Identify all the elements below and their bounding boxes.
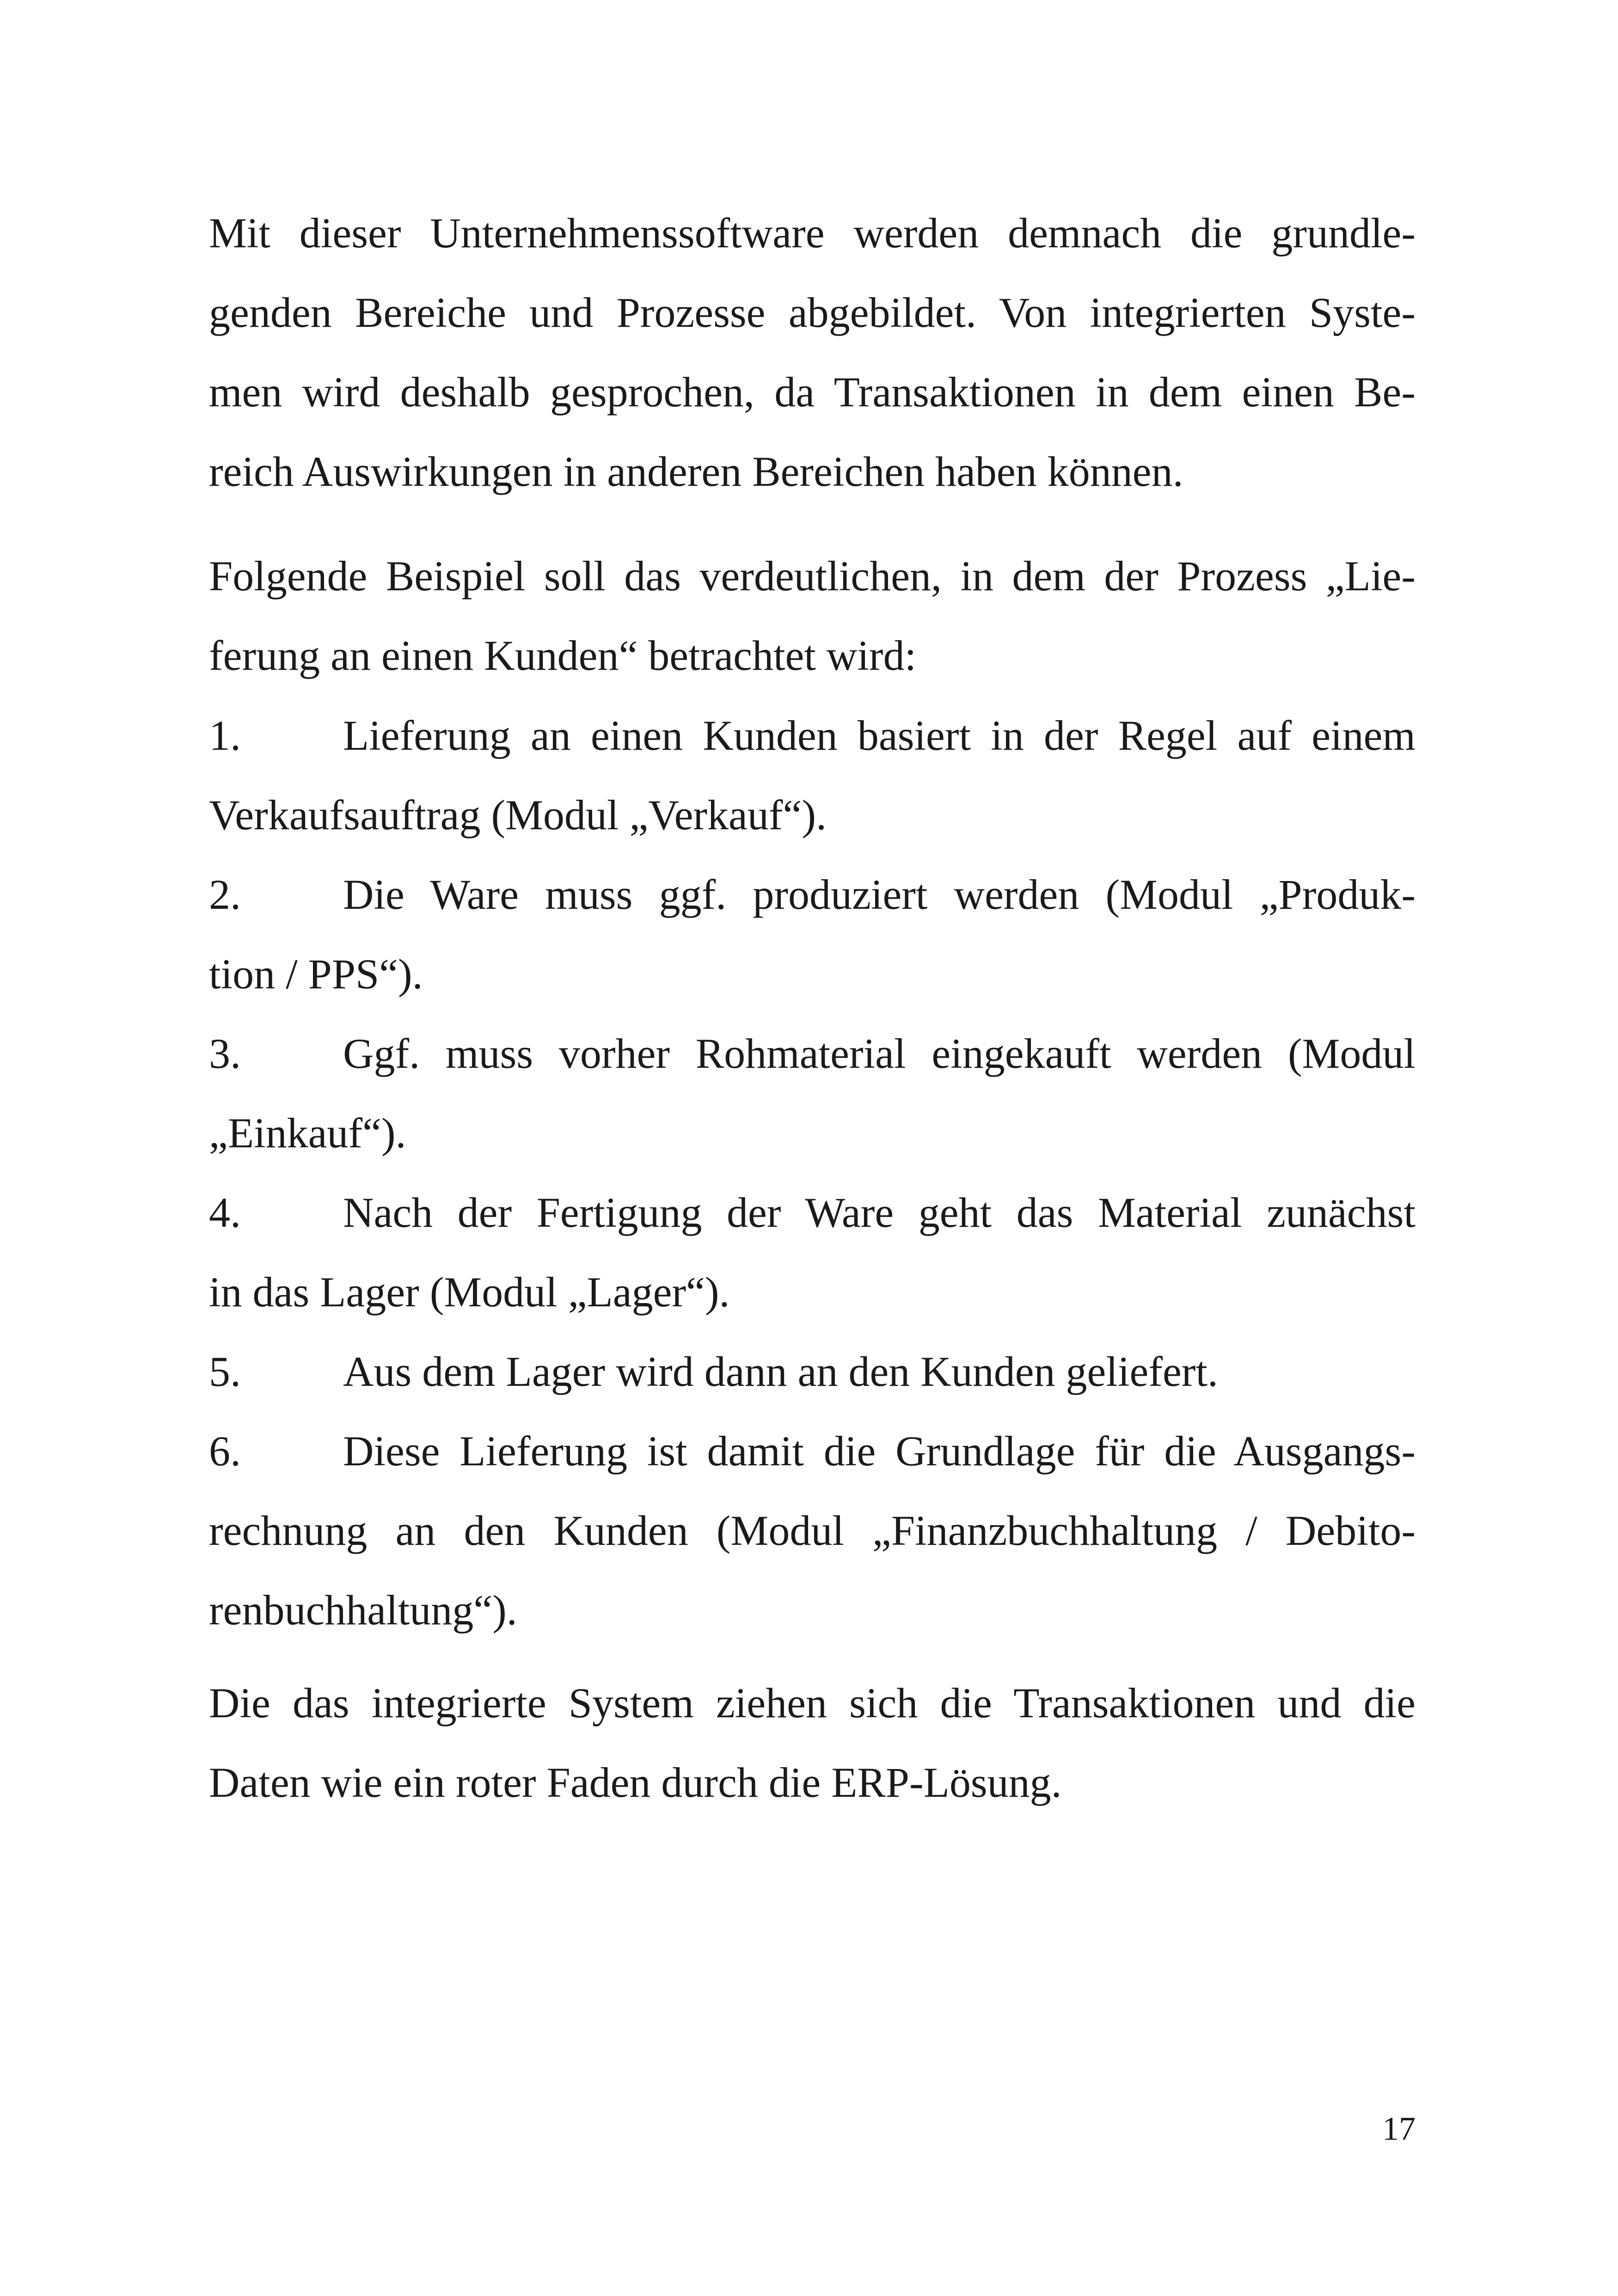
list-item-continuation: in das Lager (Modul „Lager“).: [209, 1268, 730, 1316]
list-item-continuation: renbuchhaltung“).: [209, 1586, 517, 1634]
list-item-number: 1.: [209, 712, 241, 759]
text-line: men wird deshalb gesprochen, da Transaktionen in dem einen Be-: [209, 368, 1416, 416]
list-item: [209, 1332, 1416, 1411]
list-item-number: 4.: [209, 1189, 241, 1236]
list-item: [209, 1173, 1416, 1252]
list-item-continuation: tion / PPS“).: [209, 950, 423, 998]
list-item-text: Nach der Fertigung der Ware geht das Material zunächst: [343, 1189, 1416, 1236]
text-line: Folgende Beispiel soll das verdeutlichen, in dem der Prozess „Lie-: [209, 552, 1416, 600]
paragraph-example-intro: [209, 536, 1416, 695]
list-item: [209, 696, 1416, 775]
text-line: Mit dieser Unternehmenssoftware werden demnach die grundle-: [209, 209, 1416, 257]
list-item: [209, 855, 1416, 934]
list-item-text: Aus dem Lager wird dann an den Kunden geliefert.: [343, 1348, 1219, 1395]
paragraph-intro: [209, 193, 1416, 511]
page-number: 17: [1382, 2110, 1416, 2147]
text-line: Daten wie ein roter Faden durch die ERP-Lösung.: [209, 1759, 1062, 1806]
numbered-list: [209, 696, 1416, 1650]
list-item-text: Lieferung an einen Kunden basiert in der Regel auf einem: [343, 712, 1416, 759]
list-item-text: Diese Lieferung ist damit die Grundlage für die Ausgangs-: [343, 1427, 1416, 1475]
list-item: [209, 1411, 1416, 1491]
list-item-text: Ggf. muss vorher Rohmaterial eingekauft werden (Modul: [343, 1030, 1416, 1077]
list-item-continuation: rechnung an den Kunden (Modul „Finanzbuchhaltung / Debito-: [209, 1507, 1416, 1554]
paragraph-conclusion: [209, 1663, 1416, 1822]
list-item-number: 3.: [209, 1030, 241, 1077]
list-item: [209, 1014, 1416, 1093]
list-item-continuation: Verkaufsauftrag (Modul „Verkauf“).: [209, 791, 827, 839]
text-line: Die das integrierte System ziehen sich die Transaktionen und die: [209, 1679, 1416, 1727]
text-line: reich Auswirkungen in anderen Bereichen haben können.: [209, 448, 1183, 495]
text-line: ferung an einen Kunden“ betrachtet wird:: [209, 632, 917, 679]
list-item-number: 2.: [209, 871, 241, 918]
list-item-number: 5.: [209, 1348, 241, 1395]
list-item-number: 6.: [209, 1427, 241, 1475]
list-item-continuation: „Einkauf“).: [209, 1109, 406, 1157]
list-item-text: Die Ware muss ggf. produziert werden (Modul „Produk-: [343, 871, 1416, 918]
text-line: genden Bereiche und Prozesse abgebildet. Von integrierten Syste-: [209, 289, 1416, 336]
